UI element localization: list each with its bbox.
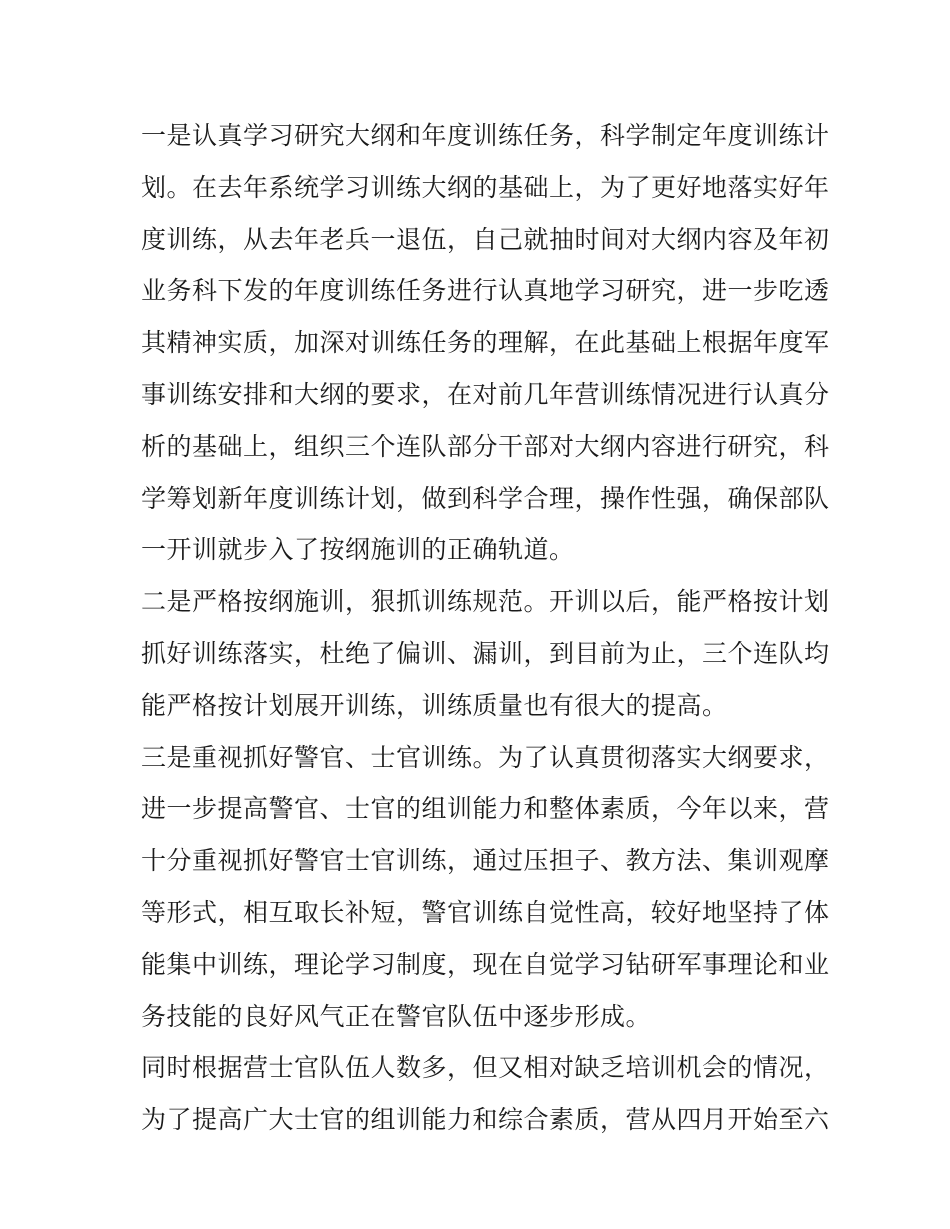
text-line: 一开训就步入了按纲施训的正确轨道。 bbox=[141, 535, 575, 565]
text-line: 学筹划新年度训练计划，做到科学合理，操作性强，确保部队 bbox=[141, 483, 830, 513]
text-line: 为了提高广大士官的组训能力和综合素质，营从四月开始至六 bbox=[141, 1105, 830, 1135]
text-line: 业务科下发的年度训练任务进行认真地学习研究，进一步吃透 bbox=[141, 276, 830, 306]
text-line: 务技能的良好风气正在警官队伍中逐步形成。 bbox=[141, 1001, 652, 1031]
text-line: 一是认真学习研究大纲和年度训练任务，科学制定年度训练计 bbox=[141, 121, 830, 150]
text-line: 抓好训练落实，杜绝了偏训、漏训，到目前为止，三个连队均 bbox=[141, 638, 830, 668]
text-line: 十分重视抓好警官士官训练，通过压担子、教方法、集训观摩 bbox=[141, 846, 830, 876]
text-line: 三是重视抓好警官、士官训练。为了认真贯彻落实大纲要求， bbox=[141, 742, 830, 772]
text-line: 析的基础上，组织三个连队部分干部对大纲内容进行研究，科 bbox=[141, 431, 830, 461]
text-line: 能严格按计划展开训练，训练质量也有很大的提高。 bbox=[141, 690, 728, 720]
text-line: 等形式，相互取长补短，警官训练自觉性高，较好地坚持了体 bbox=[141, 897, 830, 927]
text-line: 二是严格按纲施训，狠抓训练规范。开训以后，能严格按计划 bbox=[141, 587, 830, 617]
text-line: 事训练安排和大纲的要求，在对前几年营训练情况进行认真分 bbox=[141, 379, 830, 409]
body-text bbox=[141, 110, 830, 1146]
text-line: 能集中训练，理论学习制度，现在自觉学习钻研军事理论和业 bbox=[141, 949, 830, 979]
text-line: 同时根据营士官队伍人数多，但又相对缺乏培训机会的情况， bbox=[141, 1053, 830, 1083]
text-line: 划。在去年系统学习训练大纲的基础上，为了更好地落实好年 bbox=[141, 172, 830, 202]
text-line: 度训练，从去年老兵一退伍，自己就抽时间对大纲内容及年初 bbox=[141, 224, 830, 254]
text-line: 进一步提高警官、士官的组训能力和整体素质，今年以来，营 bbox=[141, 794, 830, 824]
text-line: 其精神实质，加深对训练任务的理解，在此基础上根据年度军 bbox=[141, 328, 830, 358]
